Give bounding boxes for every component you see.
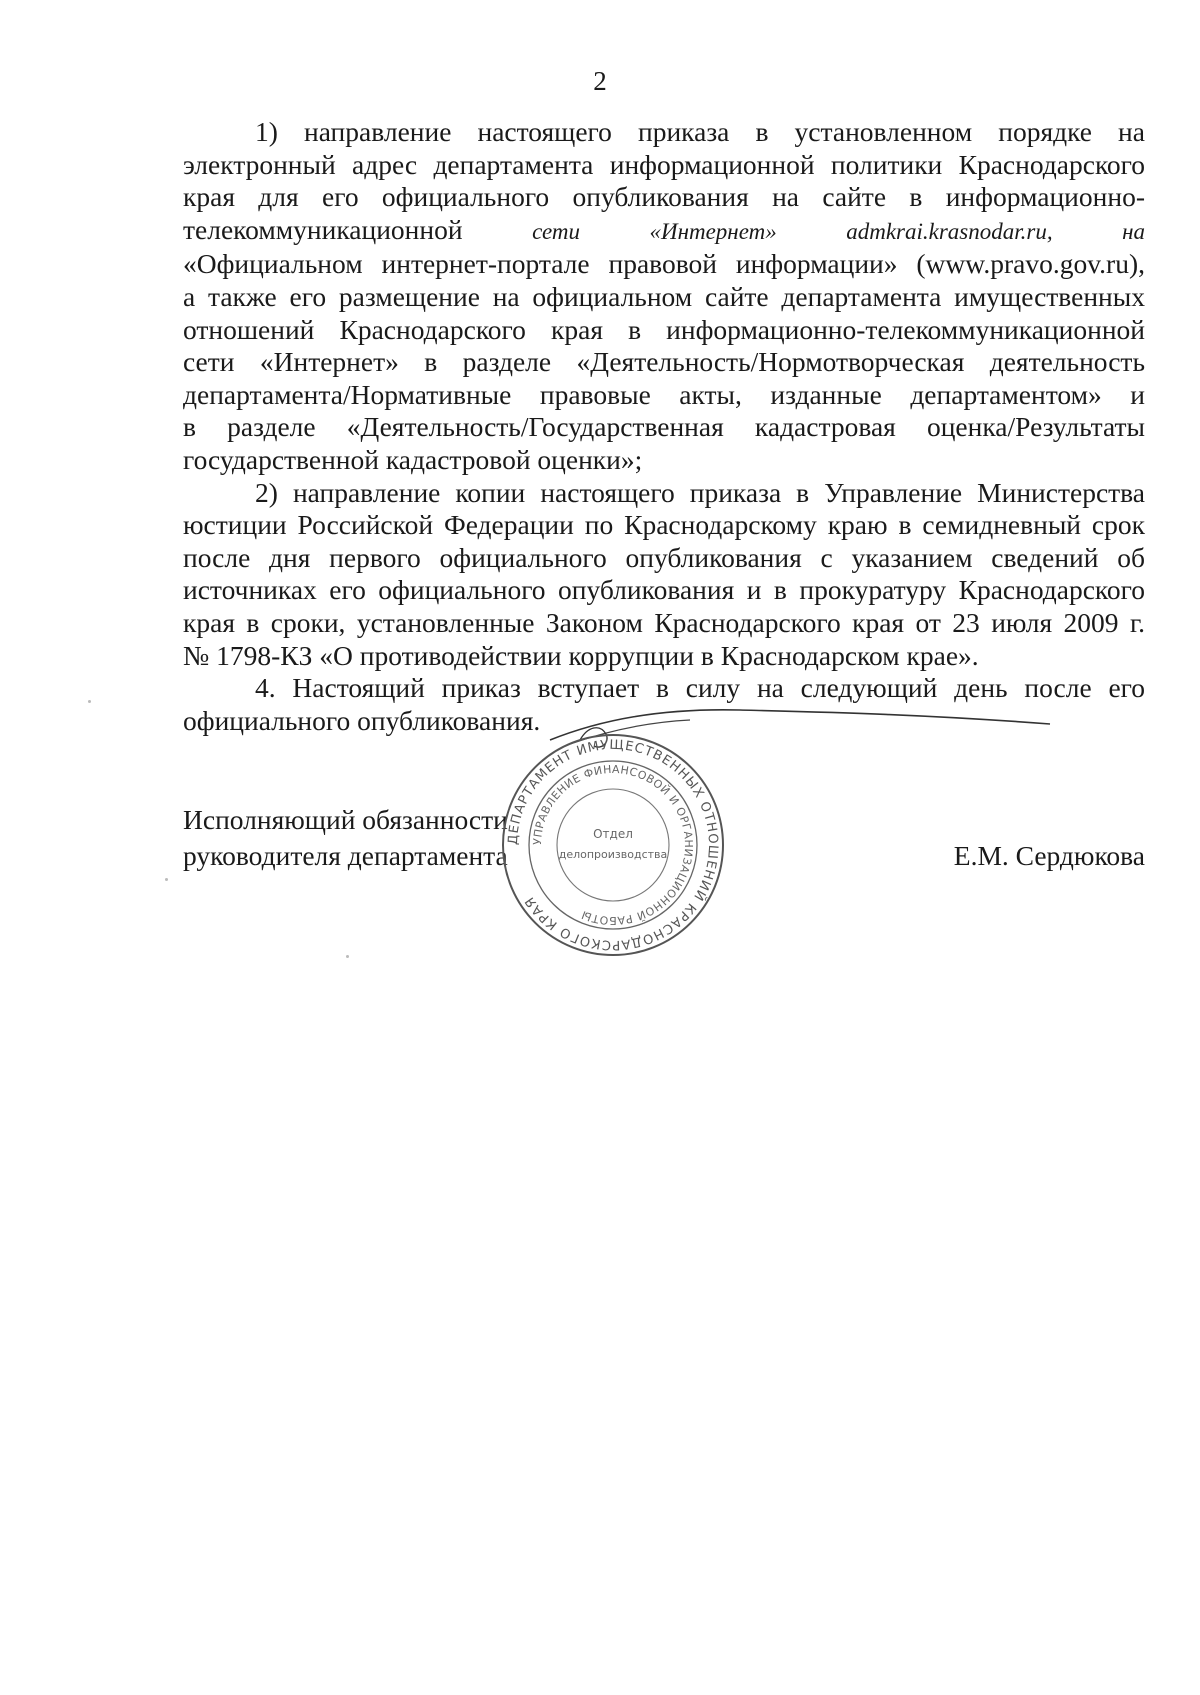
seal-center-line-1: Отдел [593,827,633,841]
text-line: «Официальном интернет-портале правовой информации» (www.pravo.gov.ru), [183,248,1145,280]
scan-speck [88,700,91,703]
official-seal [498,730,728,960]
scan-speck [346,955,349,958]
text-line: сети «Интернет» в разделе «Деятельность/Нормотворческая деятельность [183,346,1145,378]
text-line: 2) направление копии настоящего приказа в Управление Министерства [255,476,1145,508]
text-segment: на [1122,218,1145,244]
text-line-mixed [183,214,1145,249]
position-line: руководителя департамента [183,840,508,871]
seal-middle-text: УПРАВЛЕНИЕ ФИНАНСОВОЙ И ОРГАНИЗАЦИОННОЙ РАБОТЫ [530,762,696,928]
text-line: департамента/Нормативные правовые акты, изданные департаментом» и [183,378,1145,410]
text-line: официального опубликования. [183,704,541,736]
text-line: 1) направление настоящего приказа в установленном порядке на [255,116,1145,147]
text-line: в разделе «Деятельность/Государственная кадастровая оценка/Результаты [183,411,1145,443]
text-line: после дня первого официального опубликования с указанием сведений об [183,541,1145,573]
website-address: admkrai.krasnodar.ru, [846,218,1053,244]
text-line: края в сроки, установленные Законом Краснодарского края от 23 июля 2009 г. [183,606,1145,638]
text-line: электронный адрес департамента информационной политики Краснодарского [183,148,1145,180]
svg-text:УПРАВЛЕНИЕ ФИНАНСОВОЙ И ОРГАНИ [531,763,695,927]
text-line: источниках его официального опубликования и в прокуратуру Краснодарского [183,574,1145,606]
text-line: края для его официального опубликования на сайте в информационно- [183,181,1145,213]
text-segment: сети [532,218,580,244]
page-number: 2 [593,66,607,96]
position-line: Исполняющий обязанности [183,804,508,835]
seal-center-line-2: делопроизводства [558,848,668,861]
text-line: государственной кадастровой оценки»; [183,443,643,475]
document-body [183,116,1145,737]
signatory-name: Е.М. Сердюкова [953,840,1145,871]
text-line: № 1798-КЗ «О противодействии коррупции в Краснодарском крае». [183,639,979,671]
text-line: а также его размещение на официальном сайте департамента имущественных [183,280,1145,312]
text-line: 4. Настоящий приказ вступает в силу на следующий день после его [255,672,1145,704]
text-segment: телекоммуникационной [183,213,463,245]
signatory-position [183,802,508,874]
seal-outer-text: ДЕПАРТАМЕНТ ИМУЩЕСТВЕННЫХ ОТНОШЕНИЙ КРАСНОДАРСКОГО КРАЯ [505,737,721,953]
text-segment: «Интернет» [649,218,777,244]
scan-speck [165,878,168,881]
text-line: юстиции Российской Федерации по Краснодарскому краю в семидневный срок [183,509,1145,541]
text-line: отношений Краснодарского края в информационно-телекоммуникационной [183,313,1145,345]
